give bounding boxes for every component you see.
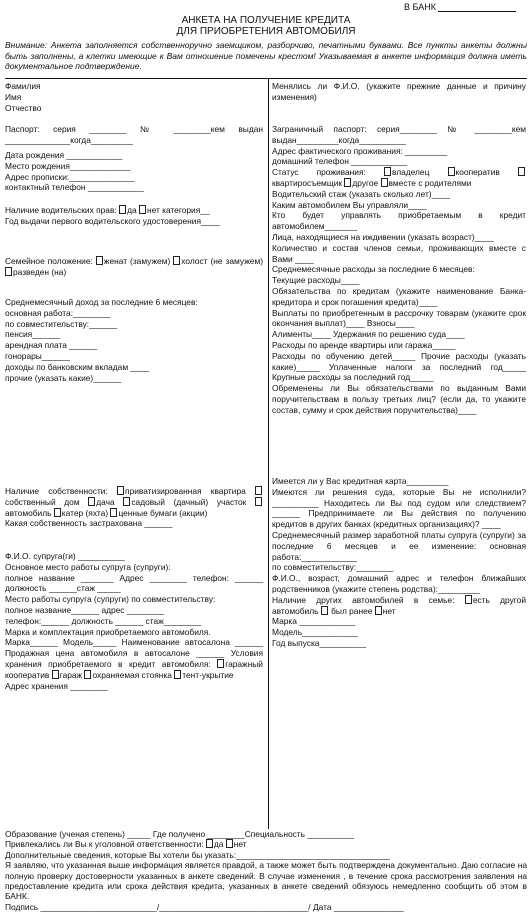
left-block — [5, 81, 263, 113]
form-field-line[interactable]: Наличие других автомобилей в семье: есть другой автомобиль был ранее нет — [272, 594, 527, 616]
checkbox[interactable] — [117, 486, 124, 495]
checkbox[interactable] — [448, 167, 455, 176]
form-field-line[interactable]: Заграничный паспорт: серия________ № ________кем выдан_________когда__________ — [272, 124, 526, 145]
checkbox[interactable] — [84, 670, 91, 679]
header-divider — [5, 78, 527, 79]
bottom-section — [5, 829, 527, 912]
checkbox[interactable] — [174, 670, 181, 679]
checkbox[interactable] — [384, 167, 391, 176]
bank-label: В БАНК — [404, 2, 436, 12]
form-field-line[interactable]: Марка и комплектация приобретаемого автомобиля. — [5, 626, 211, 637]
form-field-line[interactable]: Количество и состав членов семьи, проживающих вместе с Вами ____ — [272, 242, 526, 264]
form-field-line[interactable]: основная работа:________ — [5, 307, 111, 318]
form-field-line[interactable]: Образование (ученая степень) _____ Где получено ________Специальность __________ — [5, 829, 354, 839]
form-field-line[interactable]: полное название _______ Адрес ________ телефон: ______ должность ______стаж _____ — [5, 572, 263, 594]
form-title — [0, 15, 532, 37]
form-field-line[interactable]: Год выдачи первого водительского удостоверения____ — [5, 215, 220, 226]
checkbox[interactable] — [5, 267, 12, 276]
form-field-line[interactable]: Среднемесячный размер заработной платы супруга (супруги) за последние 6 месяцев и ее изменение: основная работа:____________ — [272, 529, 526, 562]
form-field-line[interactable]: Семейное положение: женат (замужем) холост (не замужем) разведен (на) — [5, 256, 263, 277]
form-field-line[interactable]: Ф.И.О., возраст, домашний адрес и телефон ближайших родственников (укажите степень родства):_________ — [272, 573, 526, 594]
form-field-line[interactable]: Статус проживания: владелец кооператив квартиросъемщик другое вместе с родителями — [272, 167, 526, 189]
title-line-2: ДЛЯ ПРИОБРЕТЕНИЯ АВТОМОБИЛЯ — [176, 26, 356, 37]
checkbox[interactable] — [123, 497, 130, 506]
left-block — [5, 205, 263, 227]
form-field-line[interactable]: Расходы по обучению детей_____ Прочие расходы (указать какие)_____ Уплаченные налоги за последний год_____ Крупные расходы за последний год_____ — [272, 350, 526, 383]
checkbox[interactable] — [206, 839, 213, 848]
checkbox[interactable] — [381, 178, 388, 187]
checkbox[interactable] — [217, 659, 224, 668]
form-field-line[interactable]: Какая собственность застрахована ______ — [5, 518, 173, 529]
form-field-line[interactable]: Фамилия — [5, 81, 41, 91]
form-field-line[interactable]: Кто будет управлять приобретаемым в кредит автомобилем_______ — [272, 210, 526, 232]
checkbox[interactable] — [110, 508, 117, 517]
bank-header — [404, 2, 524, 12]
checkbox[interactable] — [52, 670, 59, 679]
checkbox[interactable] — [54, 508, 61, 517]
form-field-line[interactable]: Расходы по аренде квартиры или гаража_____ — [272, 339, 456, 350]
checkbox[interactable] — [173, 256, 180, 265]
form-field-line[interactable]: Модель____________ — [272, 627, 358, 638]
form-field-line[interactable]: Дата рождения ____________ — [5, 150, 123, 160]
left-block — [5, 486, 263, 529]
form-field-line[interactable]: домашний телефон ____________ — [272, 156, 408, 167]
form-field-line[interactable]: Имеются ли решения суда, которые Вы не исполнили?__________ Находитесь ли Вы под судом или следствием? ______ Предпринимаете ли Вы действия по получению кредитов в других банках (кредитных организациях)? ____ — [272, 486, 526, 530]
left-block — [5, 124, 263, 146]
checkbox[interactable] — [375, 606, 382, 615]
form-field-line[interactable]: Марка______ Модель_____ Наименование автосалона ______ Продажная цена автомобиля в автосалоне ______ Условия хранения приобретаемого в кредит автомобиля: гаражный кооператив гараж охраняемая стоянка тент-укрытие — [5, 637, 263, 680]
form-field-line[interactable]: Основное место работы супруга (супруги): — [5, 561, 171, 572]
form-field-line[interactable]: полное название______ адрес ________ — [5, 604, 165, 615]
form-field-line[interactable]: по совместительству:________ — [272, 562, 394, 573]
checkbox[interactable] — [96, 256, 103, 265]
bank-name-line[interactable] — [438, 3, 516, 12]
form-field-line[interactable]: Я заявляю, что указанная выше информация является правдой, а также может быть подтверждена документально. Даю согласие на полную проверку достоверности указанных в анкете сведений. В случае изменения , в течение срока рассмотрения заявления на предоставление кредита или срока действия кредита, указанных в анкете сведений обязуюсь немедленно сообщить об этом в БАНК. — [5, 860, 527, 902]
form-field-line[interactable]: Подпись _________________________/________________________________/ Дата _______________ — [5, 901, 404, 912]
checkbox[interactable] — [344, 178, 351, 187]
form-field-line[interactable]: прочие (указать какие)______ — [5, 372, 122, 383]
form-field-line[interactable]: телефон:______ должность ______ стаж________ — [5, 615, 202, 626]
form-field-line[interactable]: Алименты____ Удержания по решению суда____ — [272, 329, 465, 340]
form-field-line[interactable]: Паспорт: серия ________ № ________кем выдан ______________когда_________ — [5, 124, 263, 145]
form-field-line[interactable]: Ф.И.О. супруга(ги) __________ — [5, 551, 125, 561]
checkbox[interactable] — [465, 595, 472, 604]
form-field-line[interactable]: Обременены ли Вы обязательствами по выданным Вами поручительствам в пользу третьих лиц? (если да, то укажите состав, сумму и срок действия поручительства)____ — [272, 383, 526, 415]
checkbox[interactable] — [255, 486, 262, 495]
form-field-line[interactable]: Марка ____________ — [272, 616, 356, 627]
form-field-line[interactable]: Обязательства по кредитам (укажите наименование Банка-кредитора и срок погашения кредита)____ — [272, 285, 526, 307]
left-block — [5, 150, 263, 193]
form-field-line[interactable]: Имя — [5, 91, 22, 102]
form-field-line[interactable]: Место работы супруга (супруги) по совместительству: — [5, 594, 216, 605]
form-field-line[interactable]: Отчество — [5, 102, 42, 113]
form-field-line[interactable]: Дополнительные сведения, которые Вы хотели бы указать:_________________________________ — [5, 849, 390, 860]
form-field-line[interactable]: Наличие водительских прав: да нет категория__ — [5, 205, 210, 215]
checkbox[interactable] — [321, 606, 328, 615]
form-field-line[interactable]: Наличие собственности: приватизированная квартира собственный дом дача садовый (дачный) участок автомобиль катер (яхта) ценные бумаги (акции) — [5, 486, 263, 518]
checkbox[interactable] — [119, 205, 126, 214]
left-block — [5, 297, 263, 383]
form-field-line[interactable]: гонорары______ — [5, 350, 70, 361]
form-field-line[interactable]: Привлекались ли Вы к уголовной ответственности: да нет — [5, 839, 247, 850]
form-field-line[interactable]: Каким автомобилем Вы управляли____ — [272, 199, 427, 210]
right-block — [272, 476, 526, 649]
checkbox[interactable] — [518, 167, 525, 176]
column-divider — [268, 79, 269, 829]
checkbox[interactable] — [139, 205, 146, 214]
form-field-line[interactable]: Адрес хранения ________ — [5, 680, 108, 691]
form-field-line[interactable]: Лица, находящиеся на иждивении (указать возраст)____ — [272, 231, 494, 242]
form-field-line[interactable]: Адрес прописки:______________ — [5, 171, 135, 182]
form-field-line[interactable]: доходы по банковским вкладам ____ — [5, 361, 150, 372]
right-block — [272, 81, 526, 103]
form-field-line[interactable]: Менялись ли Ф.И.О. (укажите прежние данные и причину изменения) — [272, 81, 526, 102]
form-field-line[interactable]: пенсия______ — [5, 329, 61, 340]
form-field-line[interactable]: Выплаты по приобретенным в рассрочку товарам (укажите срок окончания выплат)____ Взносы____ — [272, 307, 526, 329]
form-field-line[interactable]: Адрес фактического проживания: _________ — [272, 145, 448, 156]
left-block — [5, 256, 263, 278]
form-notice: Внимание: Анкета заполняется собственноручно заемщиком, разборчиво, печатными буквами. Все пункты анкеты должны быть заполнены, а клетки имеющие к Вам отношение помечены крестом! Указываемая в анкете информация должна иметь документальное подтверждение. — [5, 40, 527, 71]
form-field-line[interactable]: Текущие расходы____ — [272, 275, 360, 286]
form-field-line[interactable]: Имеется ли у Вас кредитная карта_________ — [272, 476, 449, 486]
left-block — [5, 551, 263, 691]
form-field-line[interactable]: Место рождения_____________ — [5, 160, 131, 171]
form-field-line[interactable]: Водительский стаж (указать сколько лет)____ — [272, 188, 451, 199]
checkbox[interactable] — [88, 497, 95, 506]
form-field-line[interactable]: контактный телефон ____________ — [5, 182, 144, 193]
checkbox[interactable] — [255, 497, 262, 506]
checkbox[interactable] — [226, 839, 233, 848]
form-field-line[interactable]: арендная плата ______ — [5, 340, 98, 351]
form-field-line[interactable]: Год выпуска__________ — [272, 637, 367, 648]
form-field-line[interactable]: Среднемесячный доход за последние 6 месяцев: — [5, 297, 198, 307]
form-field-line[interactable]: Среднемесячные расходы за последние 6 месяцев: — [272, 264, 475, 275]
title-line-1: АНКЕТА НА ПОЛУЧЕНИЕ КРЕДИТА — [181, 15, 351, 26]
right-block — [272, 124, 526, 416]
form-field-line[interactable]: по совместительству:______ — [5, 318, 118, 329]
